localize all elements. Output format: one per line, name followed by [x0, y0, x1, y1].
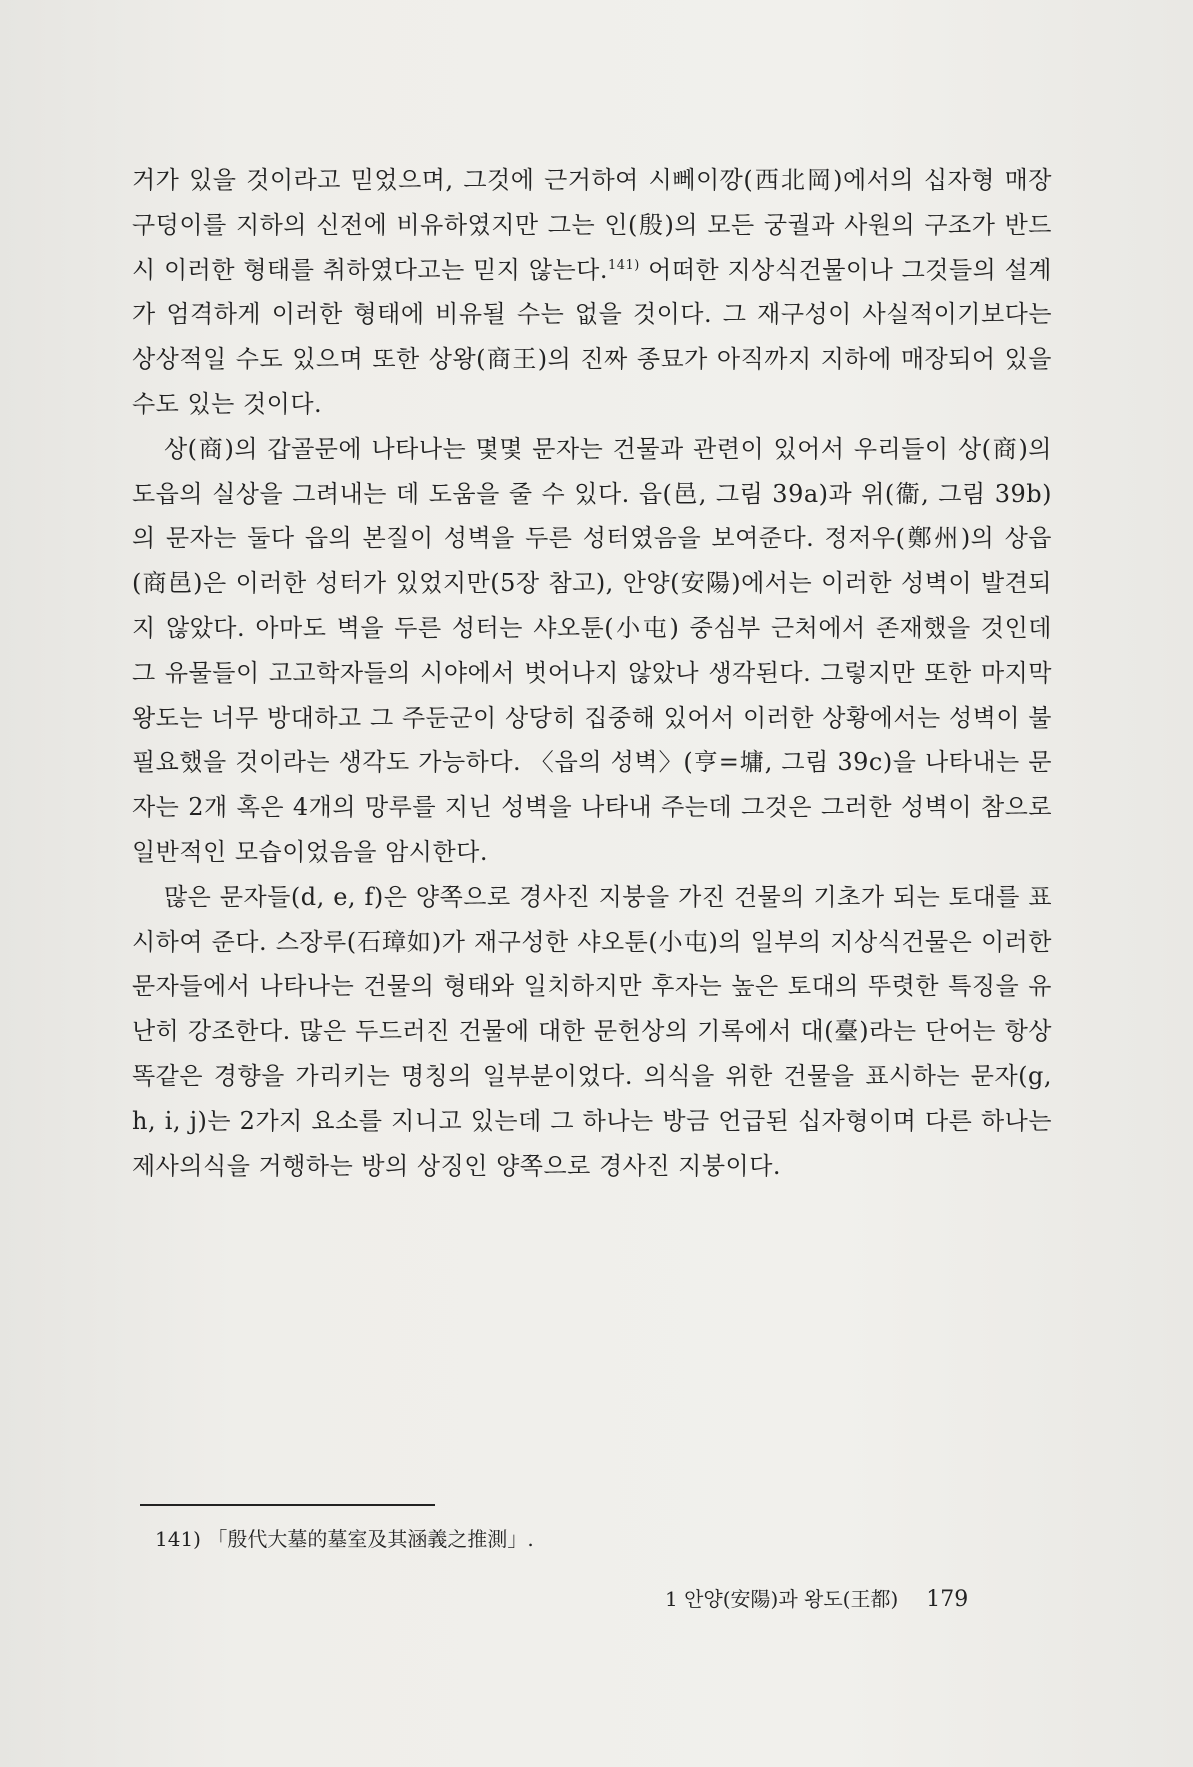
footnote: 141) 「殷代大墓的墓室及其涵義之推測」. — [155, 1527, 534, 1551]
body-text — [132, 158, 1052, 1188]
paragraph-text: 상(商)의 갑골문에 나타나는 몇몇 문자는 건물과 관련이 있어서 우리들이 상(商)의 도읍의 실상을 그려내는 데 도움을 줄 수 있다. 읍(邑, 그림 39a)과 위(衞, 그림 39b)의 문자는 둘다 읍의 본질이 성벽을 두른 성터였음을 보여준다. 정저우(鄭州)의 상읍(商邑)은 이러한 성터가 있었지만(5장 참고), 안양(安陽)에서는 이러한 성벽이 발견되지 않았다. 아마도 벽을 두른 성터는 샤오툰(小屯) 중심부 근처에서 존재했을 것인데 그 유물들이 고고학자들의 시야에서 벗어나지 않았나 생각된다. 그렇지만 또한 마지막 왕도는 너무 방대하고 그 주둔군이 상당히 집중해 있어서 이러한 상황에서는 성벽이 불필요했을 것이라는 생각도 가능하다. 〈읍의 성벽〉(亨=墉, 그림 39c)을 나타내는 문자는 2개 혹은 4개의 망루를 지닌 성벽을 나타내 주는데 그것은 그러한 성벽이 참으로 일반적인 모습이었음을 암시한다. — [132, 434, 1052, 866]
paragraph-text: 많은 문자들(d, e, f)은 양쪽으로 경사진 지붕을 가진 건물의 기초가 되는 토대를 표시하여 준다. 스장루(石璋如)가 재구성한 샤오툰(小屯)의 일부의 지상식건물은 이러한 문자들에서 나타나는 건물의 형태와 일치하지만 후자는 높은 토대의 뚜렷한 특징을 유난히 강조한다. 많은 두드러진 건물에 대한 문헌상의 기록에서 대(臺)라는 단어는 항상 똑같은 경향을 가리키는 명칭의 일부분이었다. 의식을 위한 건물을 표시하는 문자(g, h, i, j)는 2가지 요소를 지니고 있는데 그 하나는 방금 언급된 십자형이며 다른 하나는 제사의식을 거행하는 방의 상징인 양쪽으로 경사진 지붕이다. — [132, 882, 1052, 1180]
paragraph-text: 거가 있을 것이라고 믿었으며, 그것에 근거하여 시뻬이깡(西北岡)에서의 십자형 매장 구덩이를 지하의 신전에 비유하였지만 그는 인(殷)의 모든 궁궐과 사원의 구조가 반드시 이러한 형태를 취하였다고는 믿지 않는다. — [132, 166, 1052, 284]
chapter-title: 1 안양(安陽)과 왕도(王都) — [665, 1587, 899, 1611]
footnote-reference: 141) — [607, 257, 640, 273]
running-footer — [665, 1584, 1045, 1615]
paragraph-1 — [132, 158, 1052, 427]
paragraph-2 — [132, 427, 1052, 875]
page-number: 179 — [926, 1587, 969, 1612]
paragraph-3 — [132, 875, 1052, 1189]
footnote-divider — [140, 1504, 435, 1506]
paragraph-text: 어떠한 지상식건물이나 그것들의 설계가 엄격하게 이러한 형태에 비유될 수는 없을 것이다. 그 재구성이 사실적이기보다는 상상적일 수도 있으며 또한 상왕(商王)의 진짜 종묘가 아직까지 지하에 매장되어 있을 수도 있는 것이다. — [132, 255, 1052, 418]
